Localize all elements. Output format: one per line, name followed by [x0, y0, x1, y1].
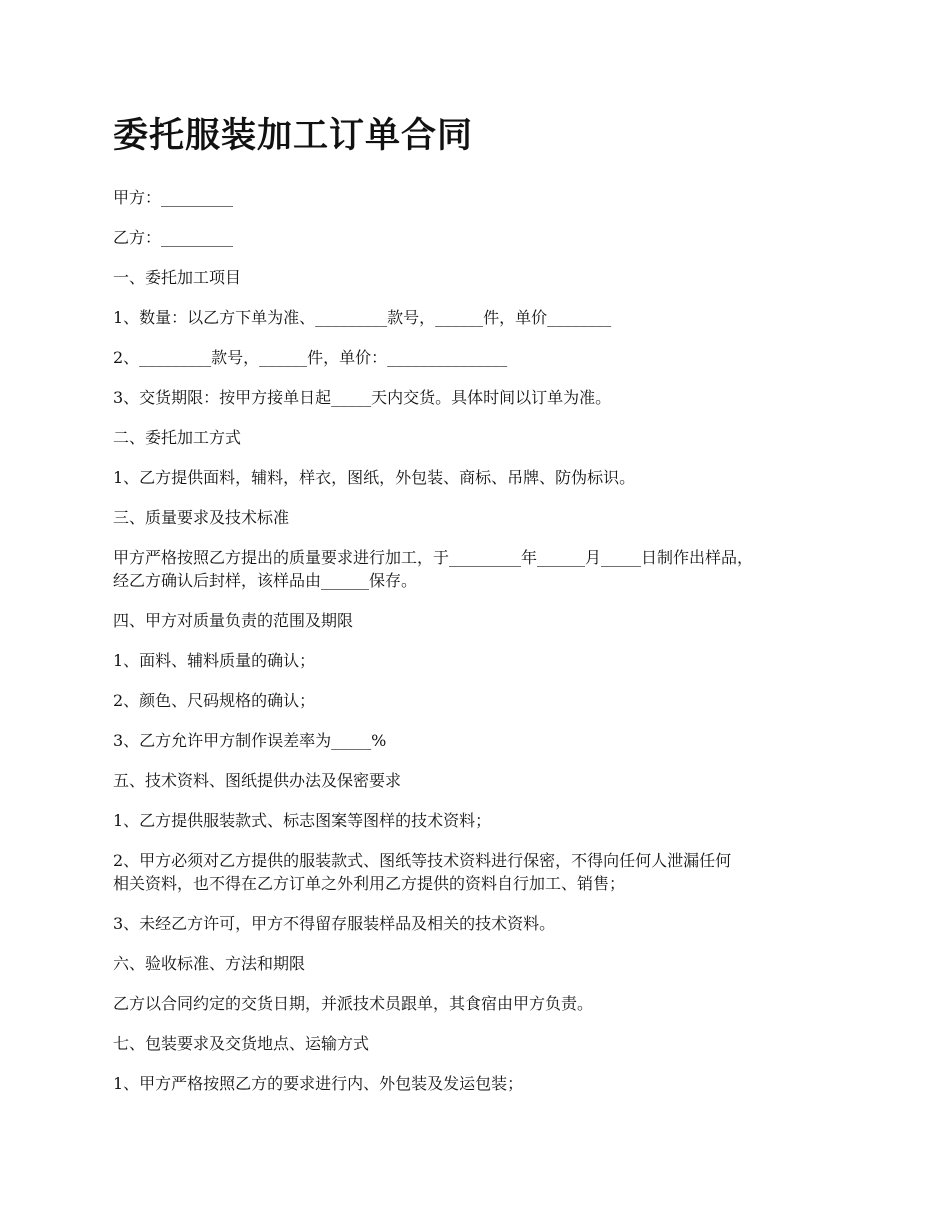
section-heading-5: 五、技术资料、图纸提供办法及保密要求: [113, 771, 402, 790]
party-b-line: 乙方：_________: [113, 228, 234, 247]
clause-5-3: 3、未经乙方许可，甲方不得留存服装样品及相关的技术资料。: [113, 914, 556, 933]
clause-5-1: 1、乙方提供服装款式、标志图案等图样的技术资料；: [113, 811, 492, 830]
clause-1-3: 3、交货期限：按甲方接单日起_____天内交货。具体时间以订单为准。: [113, 388, 612, 407]
section-heading-1: 一、委托加工项目: [113, 268, 242, 287]
document-page: [113, 112, 858, 1112]
section-heading-6: 六、验收标准、方法和期限: [113, 954, 306, 973]
section-heading-2: 二、委托加工方式: [113, 428, 242, 447]
clause-1-1: 1、数量：以乙方下单为准、_________款号，______件，单价________: [113, 308, 612, 327]
clause-2-1: 1、乙方提供面料，辅料，样衣，图纸，外包装、商标、吊牌、防伪标识。: [113, 468, 636, 487]
clause-7-1: 1、甲方严格按照乙方的要求进行内、外包装及发运包装；: [113, 1074, 524, 1093]
clause-3-body: 甲方严格按照乙方提出的质量要求进行加工，于_________年______月_____日制作出样品， 经乙方确认后封样，该样品由______保存。: [113, 548, 754, 590]
document-title: 委托服装加工订单合同: [113, 115, 474, 156]
clause-1-2: 2、_________款号，______件，单价：_______________: [113, 348, 508, 367]
section-heading-3: 三、质量要求及技术标准: [113, 508, 290, 527]
clause-6-body: 乙方以合同约定的交货日期，并派技术员跟单，其食宿由甲方负责。: [113, 994, 594, 1013]
clause-4-2: 2、颜色、尺码规格的确认；: [113, 691, 316, 710]
clause-4-3: 3、乙方允许甲方制作误差率为_____%: [113, 731, 387, 750]
clause-4-1: 1、面料、辅料质量的确认；: [113, 651, 316, 670]
party-a-line: 甲方：_________: [113, 188, 234, 207]
section-heading-7: 七、包装要求及交货地点、运输方式: [113, 1034, 370, 1053]
section-heading-4: 四、甲方对质量负责的范围及期限: [113, 611, 354, 630]
clause-5-2: 2、甲方必须对乙方提供的服装款式、图纸等技术资料进行保密，不得向任何人泄漏任何 相关资料，也不得在乙方订单之外利用乙方提供的资料自行加工、销售；: [113, 851, 732, 893]
